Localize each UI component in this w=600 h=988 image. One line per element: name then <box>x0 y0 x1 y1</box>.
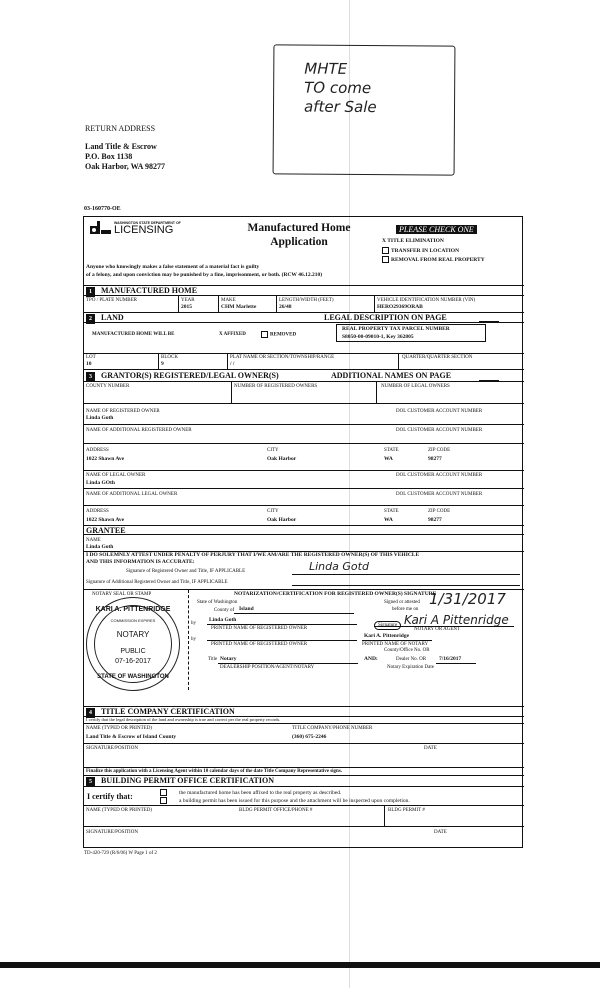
parcel-label: REAL PROPERTY TAX PARCEL NUMBER <box>342 326 450 332</box>
field-label: PLAT NAME OR SECTION/TOWNSHIP/RANGE <box>230 355 335 360</box>
notary-expiration-value[interactable]: 7/16/2017 <box>439 656 462 662</box>
parcel-value[interactable]: S8050-00-09010-1, Key 362805 <box>342 334 414 340</box>
will-be-label: MANUFACTURED HOME WILL BE <box>92 332 175 337</box>
seal-notary: NOTARY <box>116 630 150 639</box>
return-address-line: P.O. Box 1138 <box>85 152 133 161</box>
checkbox[interactable] <box>382 256 389 263</box>
field-label: BLOCK <box>161 355 178 360</box>
field-label: PRINTED NAME OF REGISTERED OWNER <box>211 626 308 631</box>
field-label: ADDRESS <box>86 509 109 514</box>
field-label: NAME OF ADDITIONAL LEGAL OWNER <box>86 492 178 497</box>
address-value[interactable]: 1022 Shawn Ave <box>86 517 125 523</box>
field-label: LOT <box>86 355 96 360</box>
option-label: TITLE ELIMINATION <box>387 238 444 244</box>
warning-text: Anyone who knowingly makes a false statement of a material fact is guilty <box>86 264 260 270</box>
seal-date: 07-16-2017 <box>115 658 151 665</box>
section-3-header <box>84 369 524 382</box>
zip-value[interactable]: 98277 <box>428 456 442 462</box>
title-line: Manufactured Home <box>247 222 351 234</box>
legal-owner-value[interactable]: Linda GOth <box>86 480 115 486</box>
field-label: DATE <box>424 746 437 751</box>
title-label: Title <box>208 657 218 662</box>
section-2-header <box>84 312 524 323</box>
handwritten-note <box>273 44 456 175</box>
field-label: COUNTY NUMBER <box>86 384 130 389</box>
field-label: County/Office No. OR <box>384 648 430 653</box>
field-label: SIGNATURE/POSITION <box>86 830 138 835</box>
section-number: 3 <box>86 372 95 382</box>
field-label: DOL CUSTOMER ACCOUNT NUMBER <box>396 409 483 414</box>
section-4-header <box>84 706 524 717</box>
check-one-panel <box>382 219 485 263</box>
field-label: PRINTED NAME OF NOTARY <box>362 642 429 647</box>
section-number: 5 <box>86 777 95 787</box>
section-number: 1 <box>86 287 95 297</box>
checkbox[interactable] <box>160 789 167 796</box>
field-label: ZIP CODE <box>428 509 451 514</box>
field-label: DOL CUSTOMER ACCOUNT NUMBER <box>396 473 483 478</box>
attest-text: I DO SOLEMNLY ATTEST UNDER PENALTY OF PERJURY THAT I/WE AM/ARE THE REGISTERED OWNER(S) OF THIS VEHICLE <box>86 552 420 558</box>
field-label: Notary Expiration Date <box>387 665 434 670</box>
year-value[interactable]: 2015 <box>181 304 192 310</box>
document-number: 03-160770-OE <box>84 206 121 212</box>
county-label: County of <box>214 608 235 613</box>
field-label: NAME (TYPED OR PRINTED) <box>86 808 152 813</box>
field-label: NOTARY OR AGENT <box>414 627 461 632</box>
check-one-heading: PLEASE CHECK ONE <box>396 225 477 234</box>
dol-logo-icon <box>90 221 112 235</box>
return-address-line: Land Title & Escrow <box>85 142 157 151</box>
notary-title-value[interactable]: Notary <box>220 656 237 662</box>
attest-text: AND THIS INFORMATION IS ACCURATE: <box>86 559 195 565</box>
field-label: CITY <box>267 448 279 453</box>
form-title <box>224 221 374 249</box>
option-label: REMOVAL FROM REAL PROPERTY <box>391 256 485 263</box>
option-label: the manufactured home has been affixed to the real property as described. <box>179 789 342 796</box>
block-value[interactable]: 9 <box>161 361 164 367</box>
field-label: DOL CUSTOMER ACCOUNT NUMBER <box>396 492 483 497</box>
signed-date[interactable]: 1/31/2017 <box>429 590 506 608</box>
by-label: by <box>191 637 196 642</box>
field-label: NAME <box>86 538 101 543</box>
registered-owner-value[interactable]: Linda Goth <box>86 415 114 421</box>
seal-public: PUBLIC <box>120 648 146 655</box>
field-label: VEHICLE IDENTIFICATION NUMBER (VIN) <box>377 298 476 303</box>
checkbox[interactable] <box>382 247 389 254</box>
notary-heading: NOTARIZATION/CERTIFICATION FOR REGISTERED OWNER(S) SIGNATURE <box>234 591 437 597</box>
scan-edge-bar <box>0 962 600 968</box>
seal-commission: COMMISSION EXPIRES <box>110 618 156 623</box>
field-label: NAME OF LEGAL OWNER <box>86 473 146 478</box>
option-transfer[interactable] <box>382 247 485 254</box>
city-value[interactable]: Oak Harbor <box>267 517 297 523</box>
owner-printed-name[interactable]: Linda Goth <box>209 617 237 623</box>
checkbox[interactable] <box>160 797 167 804</box>
section-title: GRANTEE <box>86 526 126 535</box>
field-label: QUARTER/QUARTER SECTION <box>402 355 473 360</box>
address-value[interactable]: 1022 Shawn Ave <box>86 456 125 462</box>
seal-state: STATE OF WASHINGTON <box>97 674 169 680</box>
field-label: ZIP CODE <box>428 448 451 453</box>
seal-label: NOTARY SEAL OR STAMP <box>92 592 152 597</box>
section-title: MANUFACTURED HOME <box>101 286 198 295</box>
note-line: after Sale <box>303 97 377 117</box>
title-company-name[interactable]: Land Title & Escrow of Island County <box>86 734 177 740</box>
field-label: STATE <box>384 448 399 453</box>
notary-seal <box>86 597 180 691</box>
field-label: CITY <box>267 509 279 514</box>
option-label: TRANSFER IN LOCATION <box>391 247 460 254</box>
checkbox-checked[interactable]: X <box>382 238 386 244</box>
grantee-header <box>84 525 524 535</box>
owner-signature[interactable]: Linda Gotd <box>309 560 369 573</box>
notary-signature[interactable]: Kari A Pittenridge <box>404 613 509 627</box>
legal-description-label: LEGAL DESCRIPTION ON PAGE <box>324 313 447 322</box>
field-label: NAME OF ADDITIONAL REGISTERED OWNER <box>86 428 192 433</box>
note-line: TO come <box>304 78 372 98</box>
field-label: TITLE COMPANY/PHONE NUMBER <box>292 726 373 731</box>
city-value[interactable]: Oak Harbor <box>267 456 297 462</box>
certify-text: I certify that the legal description of the land and ownership is true and correct per the real property records. <box>86 717 281 722</box>
field-label: YEAR <box>181 298 195 303</box>
field-label: NAME (TYPED OR PRINTED) <box>86 726 152 731</box>
vin-value[interactable]: HERO29369ORAB <box>377 304 423 310</box>
checkbox[interactable] <box>261 331 268 338</box>
notary-state: State of Washington <box>197 600 238 605</box>
field-label: MAKE <box>221 298 236 303</box>
field-label: NUMBER OF REGISTERED OWNERS <box>234 384 318 389</box>
field-label: NAME OF REGISTERED OWNER <box>86 409 160 414</box>
finalize-notice: Finalize this application with a Licensing Agent within 10 calendar days of the date Title Company Representative signs. <box>86 769 343 774</box>
grantee-name-value[interactable]: Linda Goth <box>86 544 114 550</box>
field-label: DATE <box>434 830 447 835</box>
title-line: Application <box>270 236 328 248</box>
field-label: BLDG PERMIT OFFICE/PHONE # <box>239 808 313 813</box>
signature-label: Signature <box>374 621 401 630</box>
return-address <box>85 124 165 172</box>
notary-printed-name[interactable]: Kari A. Pittenridge <box>364 633 410 639</box>
section-title: TITLE COMPANY CERTIFICATION <box>101 707 235 716</box>
agency-name: LICENSING <box>114 224 174 236</box>
additional-names-label: ADDITIONAL NAMES ON PAGE <box>331 371 452 380</box>
note-line: MHTE <box>304 59 348 78</box>
agency-small: WASHINGTON STATE DEPARTMENT OF <box>114 221 181 225</box>
field-label: NUMBER OF LEGAL OWNERS <box>381 384 450 389</box>
state-value[interactable]: WA <box>384 456 393 462</box>
county-value[interactable]: Island <box>239 606 254 612</box>
affixed-option[interactable]: X AFFIXED <box>219 332 246 337</box>
option-removal[interactable] <box>382 256 485 263</box>
form-footer: TD-420-729 (R/6/06) W Page 1 of 2 <box>84 851 157 856</box>
signature-label: Signature of Additional Registered Owner and Title, IF APPLICABLE <box>86 580 228 585</box>
certify-option-permit[interactable] <box>160 797 410 804</box>
field-label: STATE <box>384 509 399 514</box>
and-label: AND: <box>364 656 378 662</box>
field-label: SIGNATURE/POSITION <box>86 746 138 751</box>
parcel-box <box>336 324 486 342</box>
certify-label: I certify that: <box>87 792 133 801</box>
lot-value[interactable]: 10 <box>86 361 92 367</box>
section-number: 2 <box>86 314 95 324</box>
field-label: DEALERSHIP POSITION/AGENT/NOTARY <box>220 665 315 670</box>
certify-option-affixed[interactable] <box>160 789 341 796</box>
application-form <box>83 216 523 848</box>
signed-label: Signed or attested <box>384 600 420 605</box>
by-label: by <box>191 621 196 626</box>
field-label: PRINTED NAME OF REGISTERED OWNER <box>211 642 308 647</box>
signature-label: Signature of Registered Owner and Title, IF APPLICABLE <box>126 569 246 574</box>
return-address-heading: RETURN ADDRESS <box>85 124 156 133</box>
field-label: TPO / PLATE NUMBER <box>86 298 137 303</box>
plat-value[interactable]: / / <box>230 361 235 367</box>
state-value[interactable]: WA <box>384 517 393 523</box>
option-title-elimination[interactable] <box>382 239 485 245</box>
make-value[interactable]: CHM Marlette <box>221 304 257 310</box>
seal-name: KARI A. PITTENRIDGE <box>95 606 171 613</box>
field-label: DOL CUSTOMER ACCOUNT NUMBER <box>396 428 483 433</box>
section-1-header <box>84 285 524 296</box>
return-address-line: Oak Harbor, WA 98277 <box>85 162 166 171</box>
section-number: 4 <box>86 708 95 718</box>
title-company-phone[interactable]: (360) 675-2246 <box>292 734 327 740</box>
field-label: Dealer No. OR <box>396 657 427 662</box>
field-label: BLDG PERMIT # <box>388 808 425 813</box>
field-label: ADDRESS <box>86 448 109 453</box>
removed-option[interactable] <box>261 331 296 338</box>
zip-value[interactable]: 98277 <box>428 517 442 523</box>
option-label: REMOVED <box>270 332 297 338</box>
section-title: BUILDING PERMIT OFFICE CERTIFICATION <box>101 776 274 785</box>
dol-logo <box>90 221 181 240</box>
warning-text: of a felony, and upon conviction may be punished by a fine, imprisonment, or both. (RCW 46.12.210) <box>86 272 323 278</box>
field-label: LENGTH/WIDTH (FEET) <box>279 298 334 303</box>
option-label: a building permit has been issued for this purpose and the attachment will be inspected upon completion. <box>179 797 410 804</box>
section-5-header <box>84 775 524 787</box>
section-title: LAND <box>101 313 124 322</box>
before-label: before me on <box>392 607 419 612</box>
length-width-value[interactable]: 26/48 <box>279 304 292 310</box>
section-title: GRANTOR(S) REGISTERED/LEGAL OWNER(S) <box>101 371 279 380</box>
